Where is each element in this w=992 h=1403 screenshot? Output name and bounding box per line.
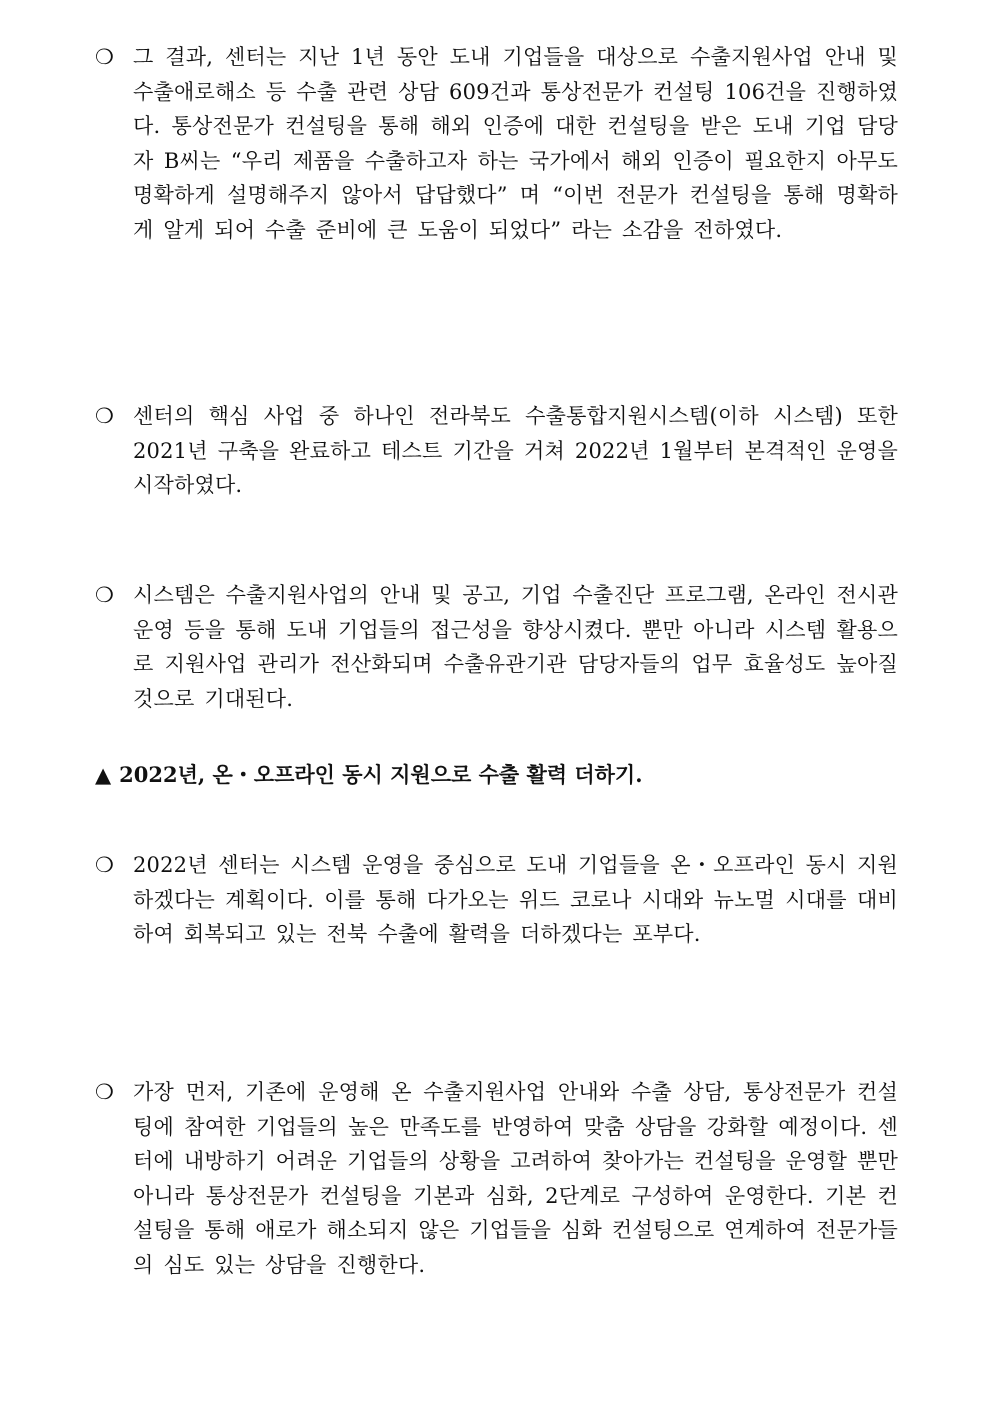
triangle-marker-icon: ▲	[95, 762, 112, 787]
paragraph-text: 가장 먼저, 기존에 운영해 온 수출지원사업 안내와 수출 상담, 통상전문가 컨설팅에 참여한 기업들의 높은 만족도를 반영하여 맞춤 상담을 강화할 예정이다. 센터에 내방하기 어려운 기업들의 상황을 고려하여 찾아가는 컨설팅을 운영할 뿐만 아니라 통상전문가 컨설팅을 기본과 심화, 2단계로 구성하여 운영한다. 기본 컨설팅을 통해 애로가 해소되지 않은 기업들을 심화 컨설팅으로 연계하여 전문가들의 심도 있는 상담을 진행한다.	[133, 1080, 898, 1277]
circle-bullet-icon: ❍	[95, 404, 114, 428]
paragraph-results	[95, 40, 898, 247]
circle-bullet-icon: ❍	[95, 853, 114, 877]
circle-bullet-icon: ❍	[95, 45, 114, 69]
paragraph-consulting	[95, 1075, 898, 1282]
paragraph-text: 시스템은 수출지원사업의 안내 및 공고, 기업 수출진단 프로그램, 온라인 전시관 운영 등을 통해 도내 기업들의 접근성을 향상시켰다. 뿐만 아니라 시스템 활용으로 지원사업 관리가 전산화되며 수출유관기관 담당자들의 업무 효율성도 높아질 것으로 기대된다.	[133, 583, 898, 711]
paragraph-system-launch	[95, 399, 898, 503]
circle-bullet-icon: ❍	[95, 583, 114, 607]
paragraph-text: 센터의 핵심 사업 중 하나인 전라북도 수출통합지원시스템(이하 시스템) 또한 2021년 구축을 완료하고 테스트 기간을 거쳐 2022년 1월부터 본격적인 운영을 시작하였다.	[133, 404, 898, 497]
paragraph-text: 2022년 센터는 시스템 운영을 중심으로 도내 기업들을 온・오프라인 동시 지원하겠다는 계획이다. 이를 통해 다가오는 위드 코로나 시대와 뉴노멀 시대를 대비하여 회복되고 있는 전북 수출에 활력을 더하겠다는 포부다.	[133, 853, 898, 946]
paragraph-2022-plan	[95, 848, 898, 952]
paragraph-text: 그 결과, 센터는 지난 1년 동안 도내 기업들을 대상으로 수출지원사업 안내 및 수출애로해소 등 수출 관련 상담 609건과 통상전문가 컨설팅 106건을 진행하였다. 통상전문가 컨설팅을 통해 해외 인증에 대한 컨설팅을 받은 도내 기업 담당자 B씨는 “우리 제품을 수출하고자 하는 국가에서 해외 인증이 필요한지 아무도 명확하게 설명해주지 않아서 답답했다” 며 “이번 전문가 컨설팅을 통해 명확하게 알게 되어 수출 준비에 큰 도움이 되었다” 라는 소감을 전하였다.	[133, 45, 898, 242]
section-heading-text: 2022년, 온・오프라인 동시 지원으로 수출 활력 더하기.	[119, 762, 643, 787]
circle-bullet-icon: ❍	[95, 1080, 114, 1104]
paragraph-system-benefits	[95, 578, 898, 716]
section-heading	[95, 758, 898, 792]
